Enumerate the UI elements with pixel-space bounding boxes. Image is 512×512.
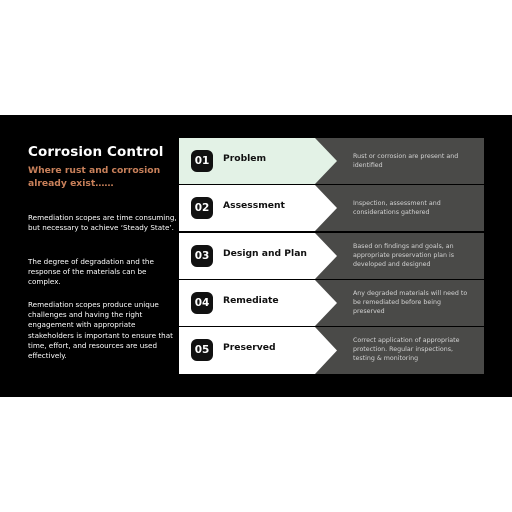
- process-step: [179, 280, 484, 326]
- step-description: Rust or corrosion are present and identified: [353, 153, 459, 170]
- process-step: [179, 327, 484, 373]
- process-step: [179, 185, 484, 231]
- step-number-badge: 03: [191, 245, 213, 267]
- body-paragraph: Remediation scopes produce unique challenges and having the right engagement with appropriate stakeholders is important to ensure that time, effort, and resources are used effectively.: [28, 300, 173, 361]
- step-label: Preserved: [223, 342, 276, 353]
- step-number-badge: 05: [191, 339, 213, 361]
- body-paragraph: The degree of degradation and the response of the materials can be complex.: [28, 257, 154, 287]
- process-steps: [179, 138, 484, 374]
- body-paragraph: Remediation scopes are time consuming, but necessary to achieve ‘Steady State’.: [28, 213, 177, 233]
- slide-subtitle: Where rust and corrosion already exist……: [28, 165, 161, 189]
- step-description: Inspection, assessment and considerations gathered: [353, 200, 441, 217]
- step-number-badge: 01: [191, 150, 213, 172]
- step-label: Remediate: [223, 295, 279, 306]
- process-step: [179, 233, 484, 279]
- step-number-badge: 04: [191, 292, 213, 314]
- process-step: [179, 138, 484, 184]
- step-description: Based on findings and goals, an appropriate preservation plan is developed and designed: [353, 243, 455, 269]
- step-label: Problem: [223, 153, 267, 164]
- slide: [0, 115, 512, 397]
- step-label: Design and Plan: [223, 248, 307, 259]
- step-description: Correct application of appropriate protection. Regular inspections, testing & monitoring: [353, 337, 460, 363]
- step-label: Assessment: [223, 200, 285, 211]
- slide-title: Corrosion Control: [28, 144, 164, 160]
- step-description: Any degraded materials will need to be remediated before being preserved: [353, 290, 468, 316]
- step-number-badge: 02: [191, 197, 213, 219]
